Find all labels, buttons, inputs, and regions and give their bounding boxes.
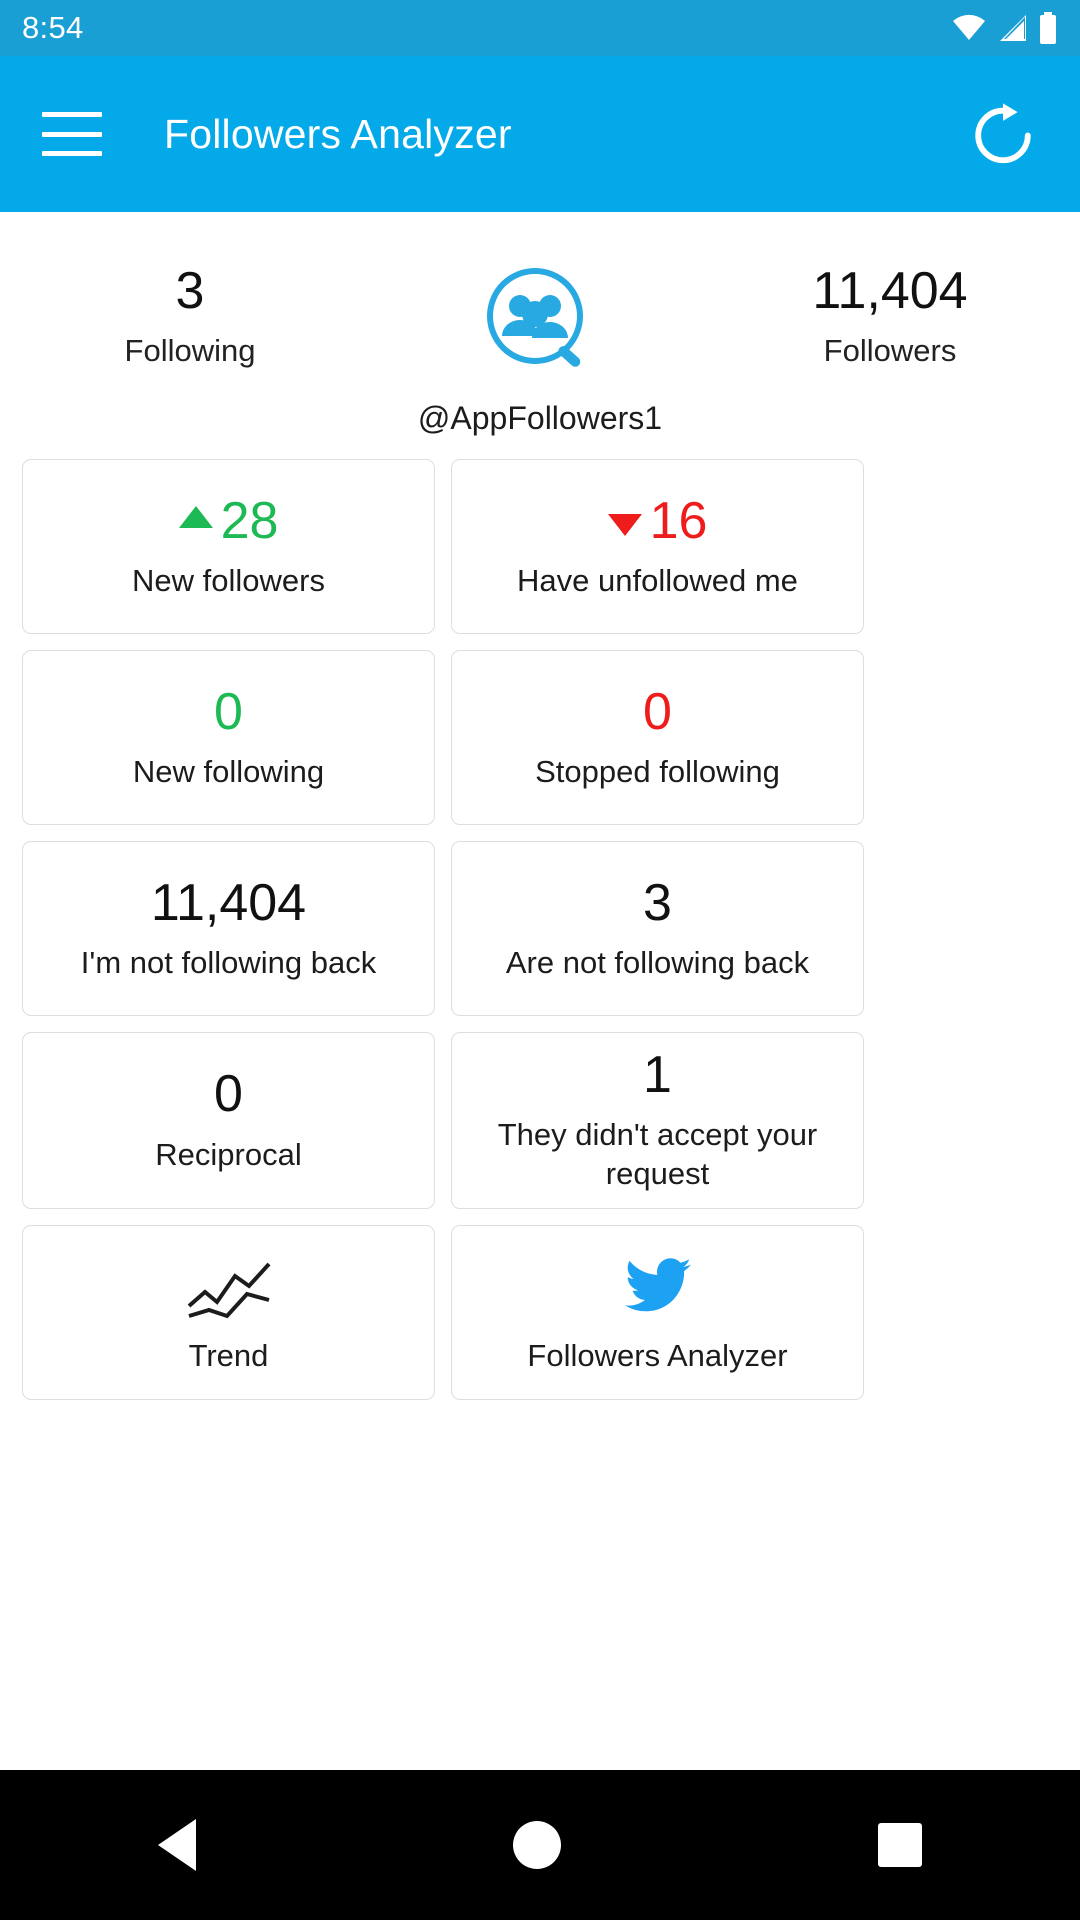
app-bar <box>0 56 1080 212</box>
card-new-following[interactable] <box>22 650 435 825</box>
status-icons <box>952 12 1058 44</box>
card-value: 28 <box>179 493 279 550</box>
status-time: 8:54 <box>22 10 84 45</box>
card-label: New following <box>132 753 325 789</box>
card-trend[interactable] <box>22 1225 435 1400</box>
card-value: 16 <box>608 493 708 550</box>
back-nav-icon[interactable] <box>158 1819 196 1871</box>
card-new-followers[interactable] <box>22 459 435 634</box>
card-label: Have unfollowed me <box>517 562 798 598</box>
card-label: Reciprocal <box>155 1136 302 1172</box>
card-label: I'm not following back <box>80 944 377 980</box>
card-reciprocal[interactable] <box>22 1032 435 1209</box>
card-have-unfollowed-me[interactable] <box>451 459 864 634</box>
arrow-down-icon <box>608 514 642 536</box>
followers-count: 11,404 <box>812 262 968 320</box>
card-value: 0 <box>643 682 672 741</box>
card-value: 0 <box>214 1065 243 1124</box>
card-label: Stopped following <box>535 753 780 789</box>
card-didnt-accept-request[interactable] <box>451 1032 864 1209</box>
system-nav-bar <box>0 1770 1080 1920</box>
card-stopped-following[interactable] <box>451 650 864 825</box>
card-value: 3 <box>643 873 672 932</box>
card-value: 11,404 <box>150 873 307 932</box>
card-value: 1 <box>643 1046 672 1104</box>
card-are-not-following-back[interactable] <box>451 841 864 1016</box>
profile-summary <box>22 212 1058 437</box>
card-label: They didn't accept your request <box>497 1117 818 1191</box>
card-value: 0 <box>214 682 243 741</box>
arrow-up-icon <box>179 506 213 528</box>
following-label: Following <box>124 332 256 368</box>
account-handle: @AppFollowers1 <box>417 400 663 436</box>
followers-summary[interactable] <box>740 264 1040 369</box>
card-im-not-following-back[interactable] <box>22 841 435 1016</box>
hamburger-menu-icon[interactable] <box>42 112 102 156</box>
card-label: New followers <box>132 562 325 598</box>
card-label: Followers Analyzer <box>527 1337 788 1373</box>
recents-nav-icon[interactable] <box>878 1823 922 1867</box>
followers-search-logo <box>480 264 600 384</box>
trend-chart-icon <box>183 1254 275 1320</box>
card-followers-analyzer[interactable] <box>451 1225 864 1400</box>
stats-grid <box>22 459 1058 1400</box>
followers-label: Followers <box>823 332 957 368</box>
card-label: Are not following back <box>505 944 810 980</box>
following-summary[interactable] <box>40 264 340 369</box>
main-content <box>0 212 1080 1770</box>
signal-icon <box>996 13 1028 43</box>
home-nav-icon[interactable] <box>513 1821 561 1869</box>
page-title: Followers Analyzer <box>164 110 512 157</box>
battery-icon <box>1038 12 1058 44</box>
refresh-icon[interactable] <box>968 99 1038 169</box>
card-label: Trend <box>188 1337 269 1373</box>
wifi-icon <box>952 13 986 43</box>
twitter-bird-icon <box>615 1251 701 1323</box>
profile-identity <box>370 264 710 437</box>
following-count: 3 <box>175 262 205 320</box>
status-bar <box>0 0 1080 56</box>
